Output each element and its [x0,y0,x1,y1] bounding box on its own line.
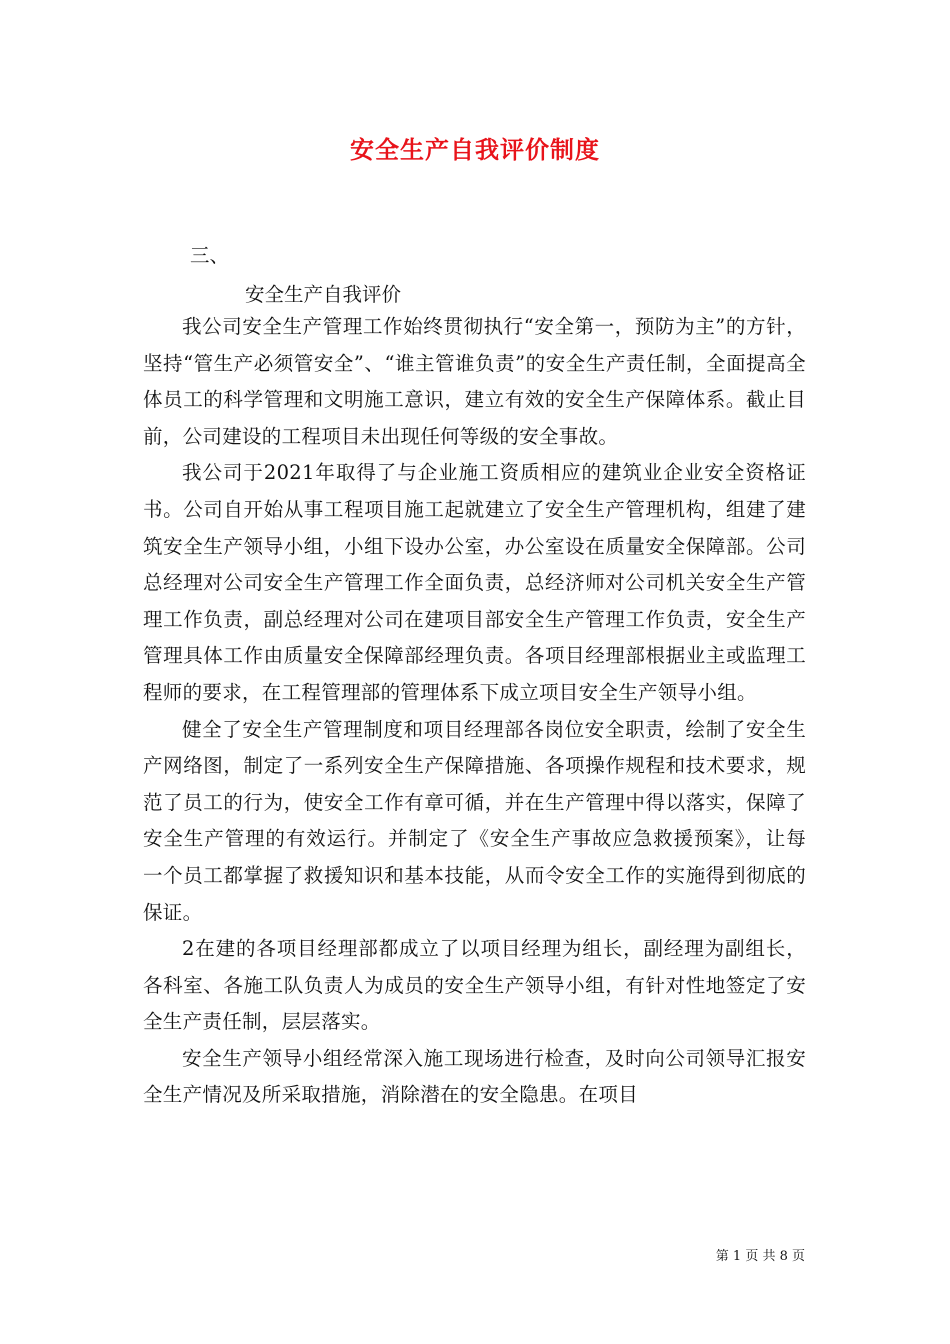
paragraph: 我公司安全生产管理工作始终贯彻执行“安全第一，预防为主”的方针，坚持“管生产必须管安全”、“谁主管谁负责”的安全生产责任制，全面提高全体员工的科学管理和文明施工意识，建立有效的安全生产保障体系。截止目前，公司建设的工程项目未出现任何等级的安全事故。 [143,315,806,448]
section-number: 三、 [190,244,230,267]
paragraph: 我公司于2021年取得了与企业施工资质相应的建筑业企业安全资格证书。公司自开始从事工程项目施工起就建立了安全生产管理机构，组建了建筑安全生产领导小组，小组下设办公室，办公室设在质量安全保障部。公司总经理对公司安全生产管理工作全面负责，总经济师对公司机关安全生产管理工作负责，副总经理对公司在建项目部安全生产管理工作负责，安全生产管理具体工作由质量安全保障部经理负责。各项目经理部根据业主或监理工程师的要求，在工程管理部的管理体系下成立项目安全生产领导小组。 [143,461,806,704]
page-number-footer: 第 1 页 共 8 页 [715,1249,805,1264]
document-body [143,309,806,1114]
paragraph: 安全生产领导小组经常深入施工现场进行检查，及时向公司领导汇报安全生产情况及所采取措施，消除潜在的安全隐患。在项目 [143,1046,806,1107]
section-title: 安全生产自我评价 [245,283,402,306]
paragraph: 健全了安全生产管理制度和项目经理部各岗位安全职责，绘制了安全生产网络图，制定了一系列安全生产保障措施、各项操作规程和技术要求，规范了员工的行为，使安全工作有章可循，并在生产管理中得以落实，保障了安全生产管理的有效运行。并制定了《安全生产事故应急救援预案》，让每一个员工都掌握了救援知识和基本技能，从而令安全工作的实施得到彻底的保证。 [143,717,806,924]
paragraph: 2在建的各项目经理部都成立了以项目经理为组长，副经理为副组长，各科室、各施工队负责人为成员的安全生产领导小组，有针对性地签定了安全生产责任制，层层落实。 [143,937,806,1034]
document-title: 安全生产自我评价制度 [350,135,600,164]
